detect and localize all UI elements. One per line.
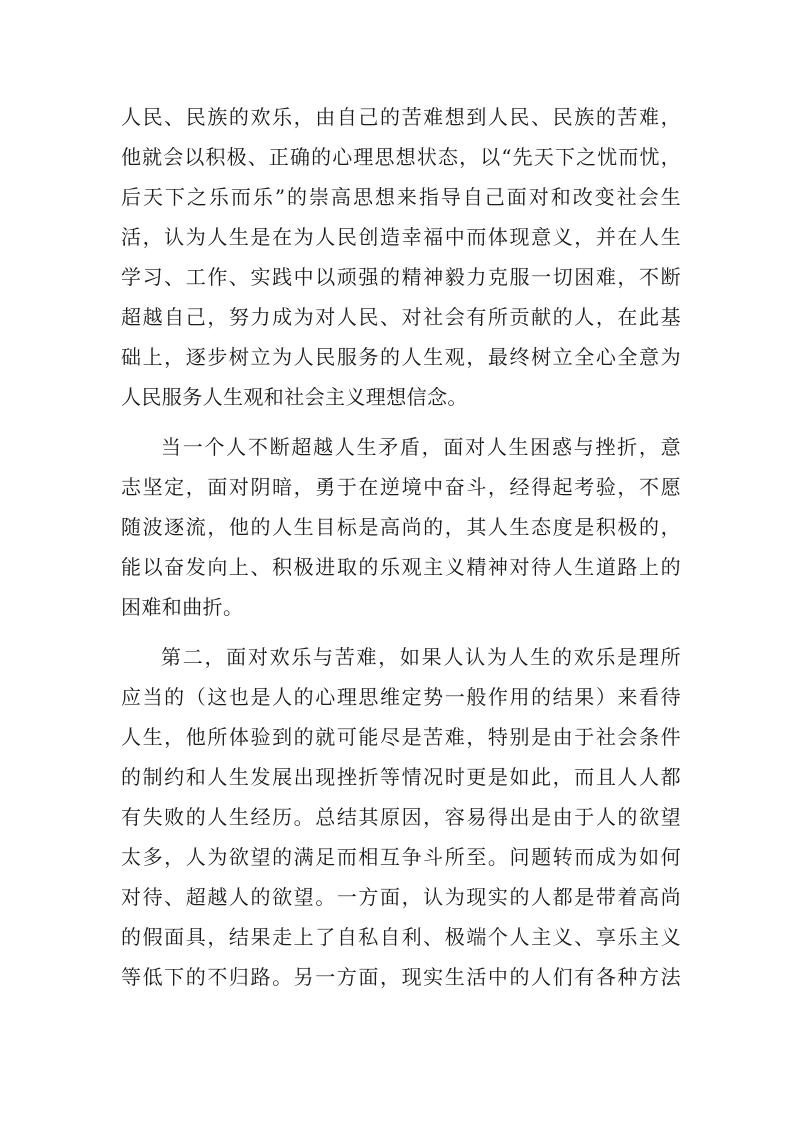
text-line: 太多，人为欲望的满足而相互争斗所至。问题转而成为如何 bbox=[121, 845, 681, 869]
text-line: 超越自己，努力成为对人民、对社会有所贡献的人，在此基 bbox=[121, 305, 681, 329]
text-line: 人生，他所体验到的就可能尽是苦难，特别是由于社会条件 bbox=[121, 725, 681, 749]
paragraph-first-line: 第二，面对欢乐与苦难，如果人认为人生的欢乐是理所 bbox=[161, 645, 681, 669]
text-line: 础上，逐步树立为人民服务的人生观，最终树立全心全意为 bbox=[121, 345, 681, 369]
text-line: 活，认为人生是在为人民创造幸福中而体现意义，并在人生 bbox=[121, 225, 681, 249]
text-line: 人民服务人生观和社会主义理想信念。 bbox=[121, 385, 468, 409]
text-line: 的制约和人生发展出现挫折等情况时更是如此，而且人人都 bbox=[121, 765, 681, 789]
text-line: 人民、民族的欢乐，由自己的苦难想到人民、民族的苦难， bbox=[121, 105, 681, 129]
text-line: 后天下之乐而乐”的崇高思想来指导自己面对和改变社会生 bbox=[121, 185, 681, 209]
text-line: 能以奋发向上、积极进取的乐观主义精神对待人生道路上的 bbox=[121, 555, 681, 579]
text-line: 有失败的人生经历。总结其原因，容易得出是由于人的欲望 bbox=[121, 805, 681, 829]
text-line: 应当的（这也是人的心理思维定势一般作用的结果）来看待 bbox=[121, 685, 681, 709]
text-line: 困难和曲折。 bbox=[121, 595, 244, 619]
paragraph-first-line: 当一个人不断超越人生矛盾，面对人生困惑与挫折，意 bbox=[161, 435, 681, 459]
text-line: 对待、超越人的欲望。一方面，认为现实的人都是带着高尚 bbox=[121, 885, 681, 909]
text-line: 志坚定，面对阴暗，勇于在逆境中奋斗，经得起考验，不愿 bbox=[121, 475, 681, 499]
text-line: 学习、工作、实践中以顽强的精神毅力克服一切困难，不断 bbox=[121, 265, 681, 289]
text-line: 他就会以积极、正确的心理思想状态，以“先天下之忧而忧， bbox=[121, 145, 681, 169]
text-line: 的假面具，结果走上了自私自利、极端个人主义、享乐主义 bbox=[121, 925, 681, 949]
text-line: 等低下的不归路。另一方面，现实生活中的人们有各种方法 bbox=[121, 965, 681, 989]
text-line: 随波逐流，他的人生目标是高尚的，其人生态度是积极的， bbox=[121, 515, 681, 539]
